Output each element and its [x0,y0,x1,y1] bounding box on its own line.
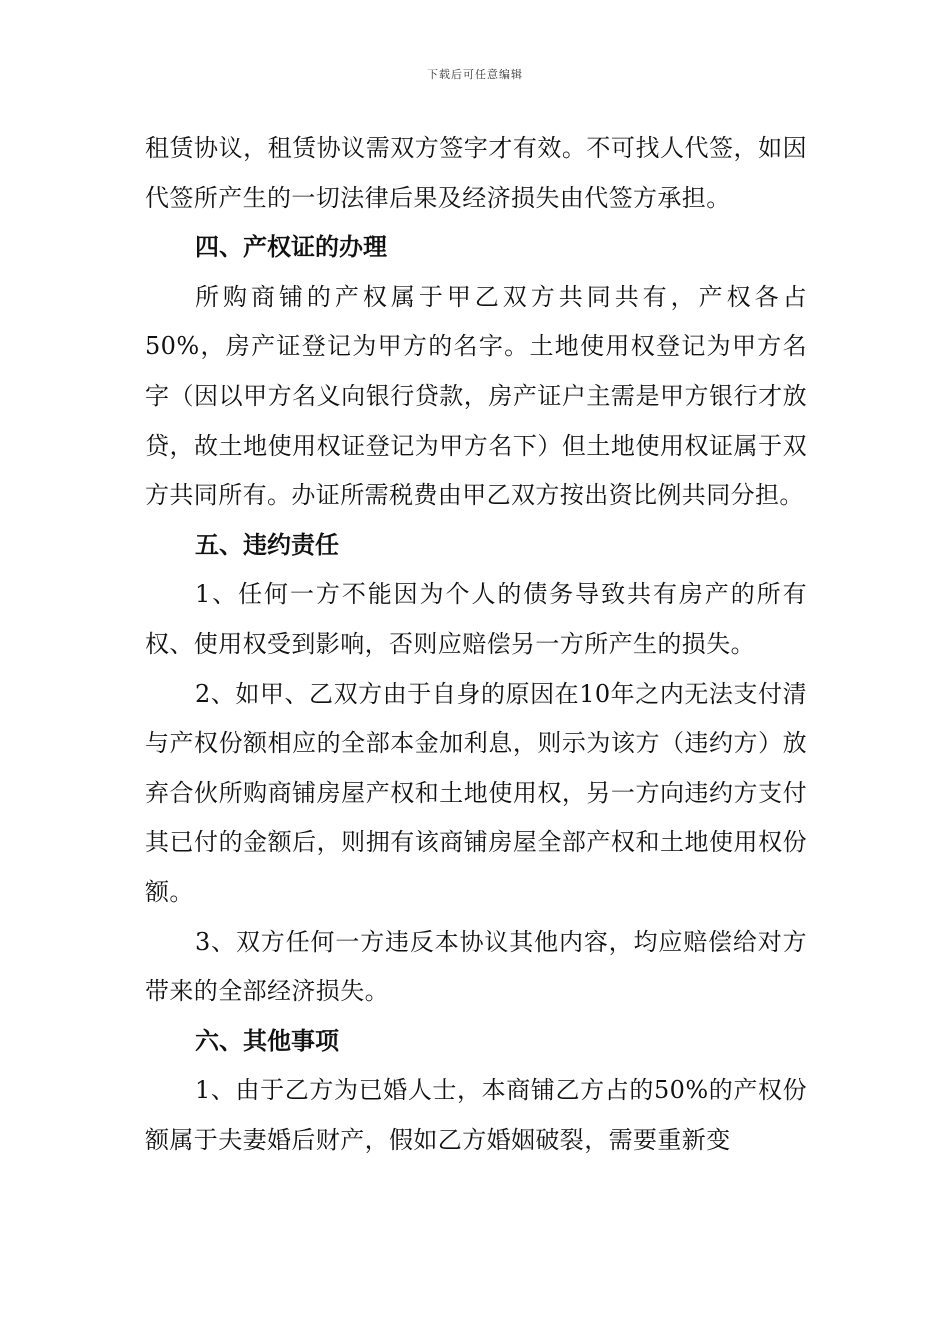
page-header: 下载后可任意编辑 [427,68,523,81]
section-heading-property-certificate: 四、产权证的办理 [195,233,387,262]
paragraph-continuation: 租赁协议，租赁协议需双方签字才有效。不可找人代签，如因代签所产生的一切法律后果及经济损失由代签方承担。 [145,134,807,212]
paragraph-other-item-1: 1、由于乙方为已婚人士，本商铺乙方占的50%的产权份额属于夫妻婚后财产，假如乙方婚姻破裂，需要重新变 [145,1076,807,1154]
paragraph-breach-item-1: 1、任何一方不能因为个人的债务导致共有房产的所有权、使用权受到影响，否则应赔偿另一方所产生的损失。 [145,580,807,658]
paragraph-breach-item-2: 2、如甲、乙双方由于自身的原因在10年之内无法支付清与产权份额相应的全部本金加利息，则示为该方（违约方）放弃合伙所购商铺房屋产权和土地使用权，另一方向违约方支付其已付的金额后，则拥有该商铺房屋全部产权和土地使用权份额。 [145,679,807,906]
section-heading-other-matters: 六、其他事项 [195,1026,339,1055]
document-body [145,124,807,1165]
paragraph-breach-item-3: 3、双方任何一方违反本协议其他内容，均应赔偿给对方带来的全部经济损失。 [145,927,807,1006]
paragraph-property-ownership: 所购商铺的产权属于甲乙双方共同共有，产权各占50%，房产证登记为甲方的名字。土地使用权登记为甲方名字（因以甲方名义向银行贷款，房产证户主需是甲方银行才放贷，故土地使用权证登记为甲方名下）但土地使用权证属于双方共同所有。办证所需税费由甲乙双方按出资比例共同分担。 [145,282,807,510]
section-heading-breach-liability: 五、违约责任 [195,530,339,559]
